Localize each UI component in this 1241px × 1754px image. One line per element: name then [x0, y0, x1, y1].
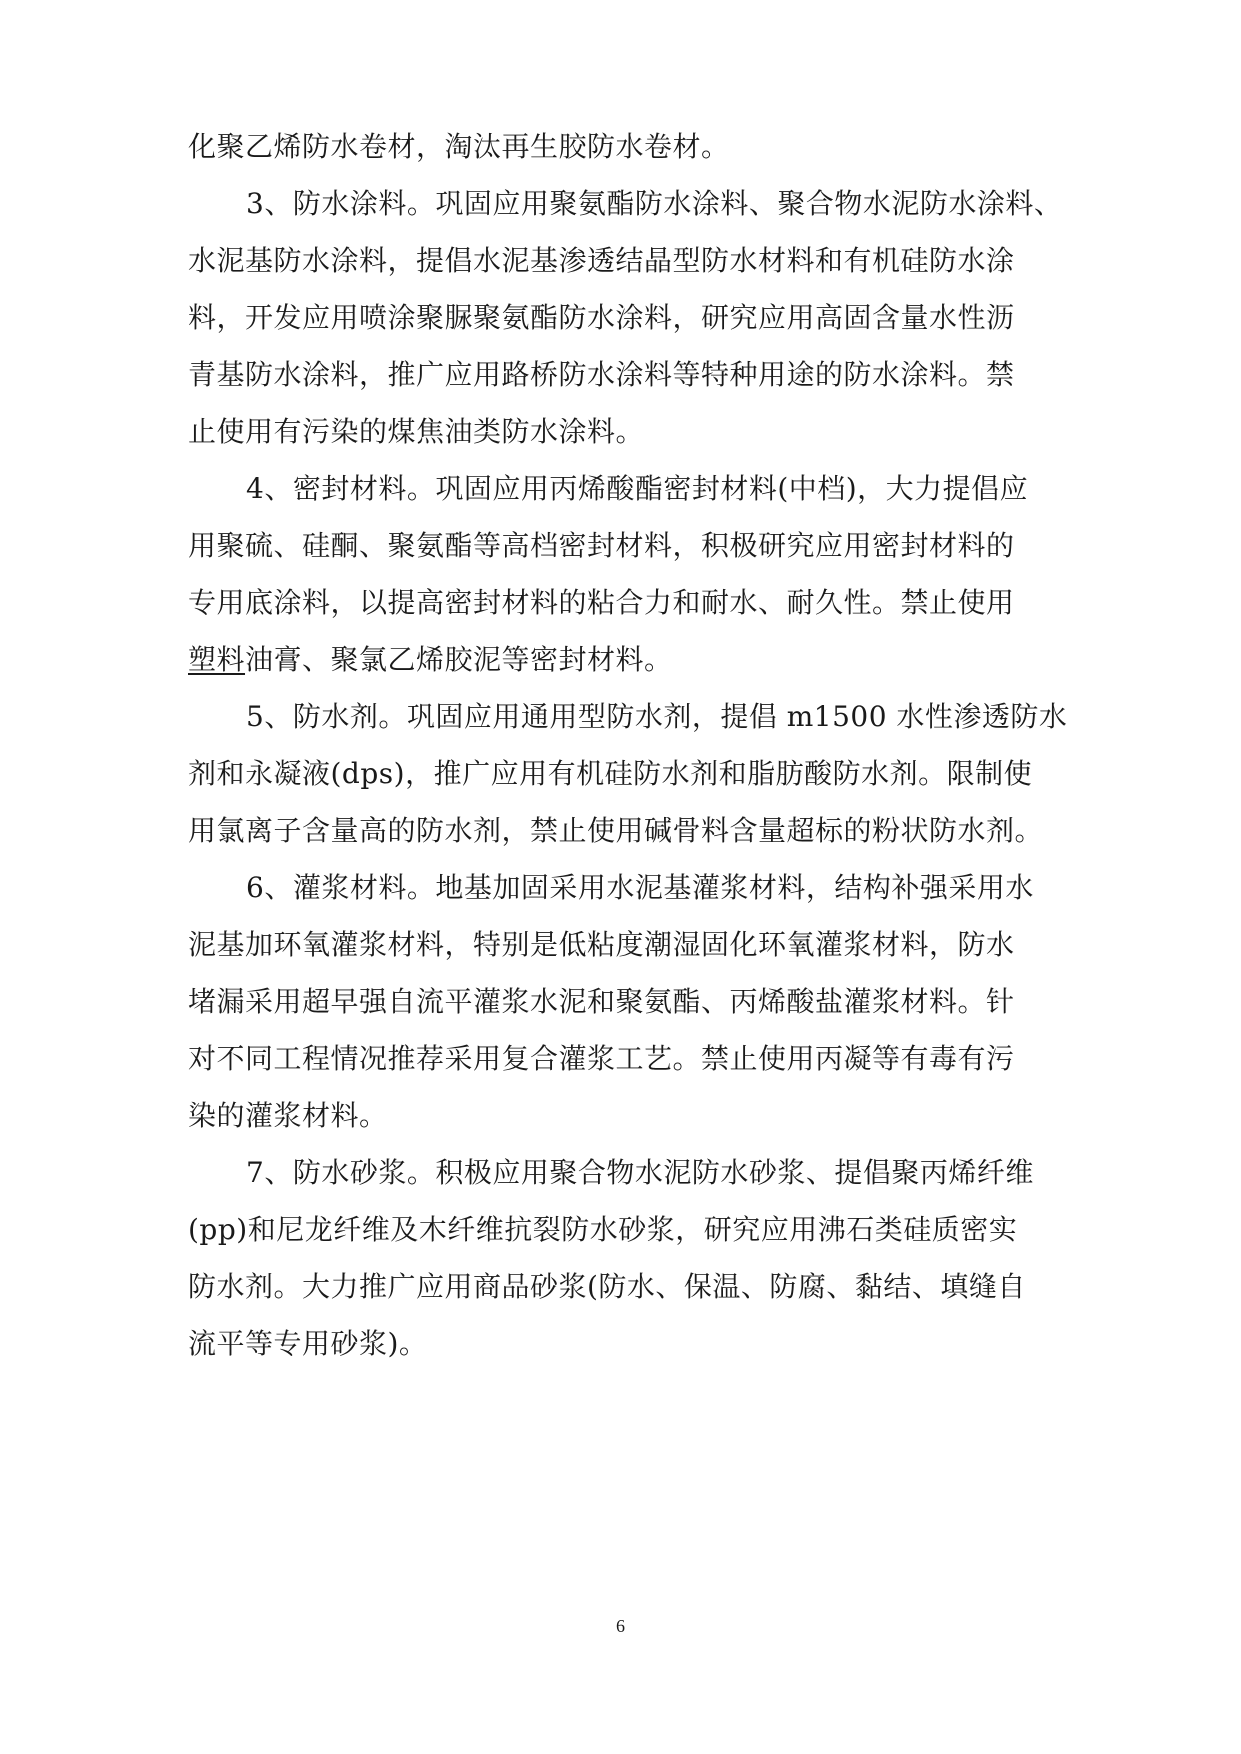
text-line: 防水剂。大力推广应用商品砂浆(防水、保温、防腐、黏结、填缝自	[188, 1270, 1026, 1303]
body-text	[188, 118, 1098, 1372]
text-line: 用聚硫、硅酮、聚氨酯等高档密封材料，积极研究应用密封材料的	[188, 529, 1015, 562]
text-line: 5、防水剂。巩固应用通用型防水剂，提倡 m1500 水性渗透防水	[246, 700, 1068, 733]
text-line: 用氯离子含量高的防水剂，禁止使用碱骨料含量超标的粉状防水剂。	[188, 814, 1044, 847]
text-run: 油膏、聚氯乙烯胶泥等密封材料。	[245, 643, 673, 676]
text-line	[188, 631, 1098, 688]
text-line: 6、灌浆材料。地基加固采用水泥基灌浆材料，结构补强采用水	[246, 871, 1034, 904]
text-line: 染的灌浆材料。	[188, 1099, 388, 1132]
text-line: 化聚乙烯防水卷材，淘汰再生胶防水卷材。	[188, 130, 730, 163]
text-line: 料，开发应用喷涂聚脲聚氨酯防水涂料，研究应用高固含量水性沥	[188, 301, 1015, 334]
paragraph-continuation	[188, 118, 1098, 175]
text-line: 水泥基防水涂料，提倡水泥基渗透结晶型防水材料和有机硅防水涂	[188, 244, 1015, 277]
text-line: 流平等专用砂浆)。	[188, 1327, 428, 1360]
text-line: 对不同工程情况推荐采用复合灌浆工艺。禁止使用丙凝等有毒有污	[188, 1042, 1015, 1075]
paragraph-waterproof-coatings	[188, 175, 1098, 460]
text-line: 7、防水砂浆。积极应用聚合物水泥防水砂浆、提倡聚丙烯纤维	[246, 1156, 1034, 1189]
text-line: 泥基加环氧灌浆材料，特别是低粘度潮湿固化环氧灌浆材料，防水	[188, 928, 1015, 961]
paragraph-waterproof-mortar	[188, 1144, 1098, 1372]
paragraph-grouting-materials	[188, 859, 1098, 1144]
text-line: 剂和永凝液(dps)，推广应用有机硅防水剂和脂肪酸防水剂。限制使	[188, 757, 1033, 790]
paragraph-sealing-materials	[188, 460, 1098, 688]
text-line: 止使用有污染的煤焦油类防水涂料。	[188, 415, 645, 448]
text-line: (pp)和尼龙纤维及木纤维抗裂防水砂浆，研究应用沸石类硅质密实	[188, 1213, 1018, 1246]
text-line: 4、密封材料。巩固应用丙烯酸酯密封材料(中档)，大力提倡应	[246, 472, 1029, 505]
text-line: 专用底涂料，以提高密封材料的粘合力和耐水、耐久性。禁止使用	[188, 586, 1015, 619]
text-line: 青基防水涂料，推广应用路桥防水涂料等特种用途的防水涂料。禁	[188, 358, 1015, 391]
text-line: 3、防水涂料。巩固应用聚氨酯防水涂料、聚合物水泥防水涂料、	[246, 187, 1063, 220]
underlined-text: 塑料	[188, 643, 246, 676]
text-line: 堵漏采用超早强自流平灌浆水泥和聚氨酯、丙烯酸盐灌浆材料。针	[188, 985, 1015, 1018]
page-number: 6	[616, 1616, 625, 1636]
paragraph-waterproof-agents	[188, 688, 1098, 859]
